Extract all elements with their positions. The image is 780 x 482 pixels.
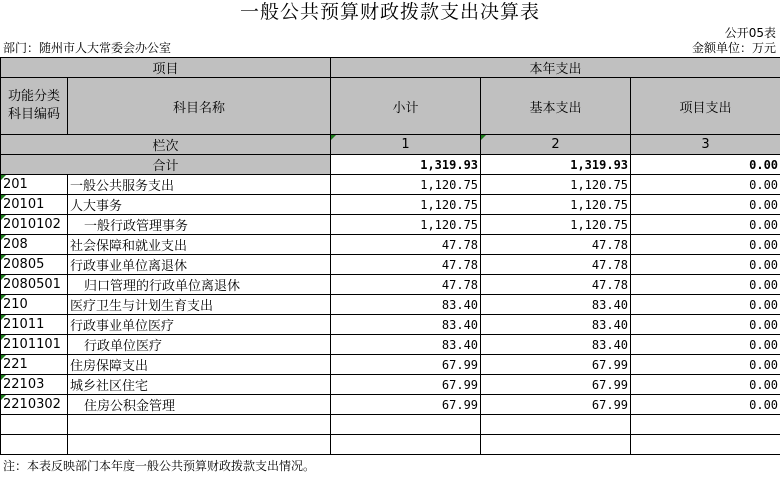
footnote: 注：本表反映部门本年度一般公共预算财政拨款支出情况。 (3, 459, 316, 473)
header-basic: 基本支出 (481, 78, 631, 135)
row-name: 住房公积金管理 (68, 395, 331, 415)
header-this-year: 本年支出 (331, 58, 780, 78)
row-project: 0.00 (631, 335, 780, 355)
row-basic: 67.99 (481, 375, 631, 395)
row-subtotal: 1,120.75 (331, 215, 481, 235)
row-code: 22103 (1, 375, 68, 395)
row-name: 行政事业单位医疗 (68, 315, 331, 335)
col-index-1: 1 (331, 135, 481, 155)
row-subtotal: 47.78 (331, 235, 481, 255)
header-func-code: 功能分类 科目编码 (1, 78, 68, 135)
row-code: 221 (1, 355, 68, 375)
row-basic: 67.99 (481, 355, 631, 375)
row-name: 行政单位医疗 (68, 335, 331, 355)
row-basic: 47.78 (481, 255, 631, 275)
empty-row (1, 415, 780, 435)
table-row (1, 335, 780, 355)
amount-unit-label: 金额单位：万元 (691, 41, 776, 55)
total-subtotal: 1,319.93 (331, 155, 481, 175)
row-basic: 1,120.75 (481, 215, 631, 235)
row-subtotal: 47.78 (331, 275, 481, 295)
header-item: 项目 (1, 58, 331, 78)
row-basic: 1,120.75 (481, 195, 631, 215)
header-project: 项目支出 (631, 78, 780, 135)
row-subtotal: 1,120.75 (331, 195, 481, 215)
row-code: 2101101 (1, 335, 68, 355)
row-name: 归口管理的行政单位离退休 (68, 275, 331, 295)
header-col-row: 栏次 (1, 135, 331, 155)
row-code: 2010102 (1, 215, 68, 235)
row-project: 0.00 (631, 315, 780, 335)
row-basic: 47.78 (481, 235, 631, 255)
table-row (1, 395, 780, 415)
table-row (1, 275, 780, 295)
table-row (1, 355, 780, 375)
row-basic: 67.99 (481, 395, 631, 415)
form-code: 公开05表 (724, 26, 776, 40)
row-project: 0.00 (631, 175, 780, 195)
row-project: 0.00 (631, 355, 780, 375)
row-subtotal: 83.40 (331, 335, 481, 355)
row-name: 住房保障支出 (68, 355, 331, 375)
row-code: 21011 (1, 315, 68, 335)
table-row (1, 195, 780, 215)
department-label: 部门：随州市人大常委会办公室 (3, 41, 172, 55)
expenditure-table (0, 57, 780, 455)
empty-row (1, 435, 780, 455)
row-name: 城乡社区住宅 (68, 375, 331, 395)
table-row (1, 255, 780, 275)
row-basic: 1,120.75 (481, 175, 631, 195)
row-basic: 83.40 (481, 315, 631, 335)
row-name: 行政事业单位离退休 (68, 255, 331, 275)
row-code: 210 (1, 295, 68, 315)
row-basic: 83.40 (481, 295, 631, 315)
row-subtotal: 67.99 (331, 375, 481, 395)
row-subtotal: 67.99 (331, 395, 481, 415)
table-row (1, 375, 780, 395)
row-project: 0.00 (631, 295, 780, 315)
row-project: 0.00 (631, 195, 780, 215)
row-project: 0.00 (631, 255, 780, 275)
row-basic: 47.78 (481, 275, 631, 295)
total-project: 0.00 (631, 155, 780, 175)
row-code: 20101 (1, 195, 68, 215)
row-code: 20805 (1, 255, 68, 275)
row-name: 人大事务 (68, 195, 331, 215)
row-code: 201 (1, 175, 68, 195)
header-subject-name: 科目名称 (68, 78, 331, 135)
row-basic: 83.40 (481, 335, 631, 355)
report-title: 一般公共预算财政拨款支出决算表 (239, 1, 540, 23)
row-subtotal: 47.78 (331, 255, 481, 275)
header-subtotal: 小计 (331, 78, 481, 135)
table-row (1, 315, 780, 335)
row-subtotal: 67.99 (331, 355, 481, 375)
row-subtotal: 1,120.75 (331, 175, 481, 195)
row-code: 208 (1, 235, 68, 255)
table-row (1, 295, 780, 315)
col-index-2: 2 (481, 135, 631, 155)
total-label: 合计 (1, 155, 331, 175)
table-row (1, 215, 780, 235)
row-subtotal: 83.40 (331, 295, 481, 315)
row-subtotal: 83.40 (331, 315, 481, 335)
row-project: 0.00 (631, 275, 780, 295)
row-code: 2080501 (1, 275, 68, 295)
row-name: 一般公共服务支出 (68, 175, 331, 195)
row-name: 医疗卫生与计划生育支出 (68, 295, 331, 315)
row-code: 2210302 (1, 395, 68, 415)
total-basic: 1,319.93 (481, 155, 631, 175)
table-row (1, 175, 780, 195)
table-row (1, 235, 780, 255)
row-project: 0.00 (631, 235, 780, 255)
row-name: 社会保障和就业支出 (68, 235, 331, 255)
row-project: 0.00 (631, 215, 780, 235)
row-project: 0.00 (631, 375, 780, 395)
row-project: 0.00 (631, 395, 780, 415)
row-name: 一般行政管理事务 (68, 215, 331, 235)
col-index-3: 3 (631, 135, 780, 155)
